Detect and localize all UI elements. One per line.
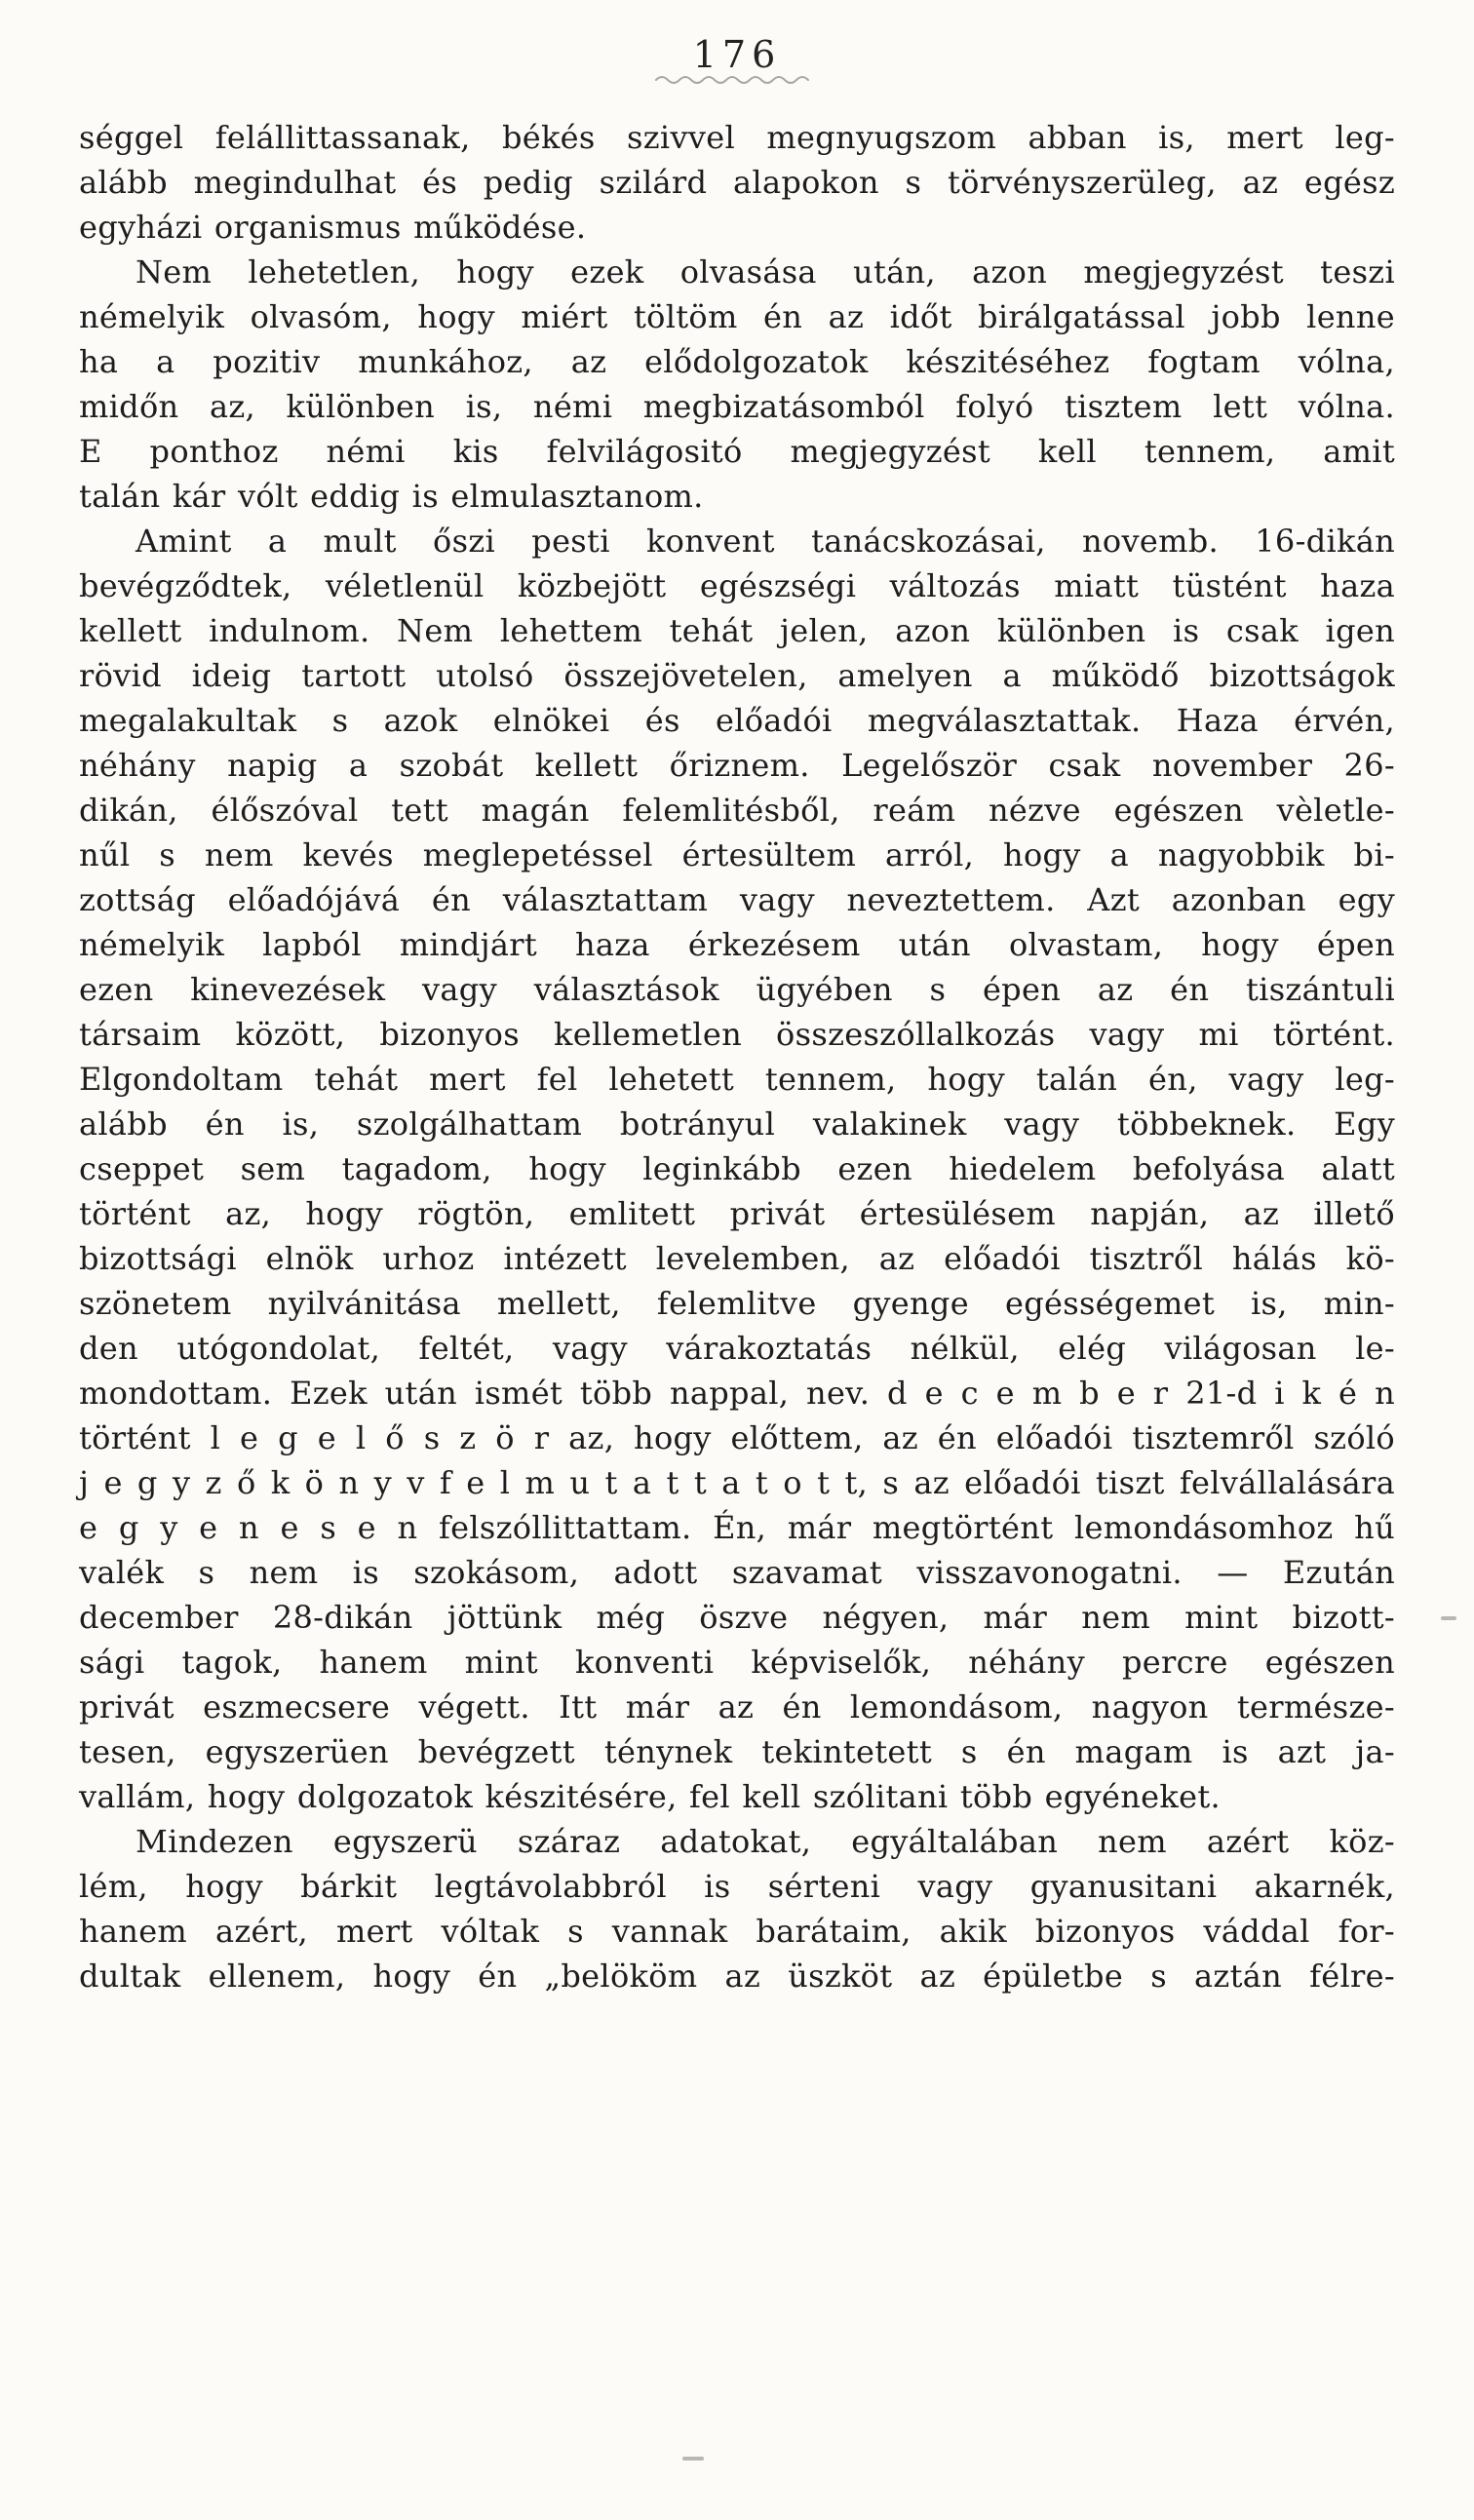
text-line: j e g y z ő k ö n y v f e l m u t a t t a t o t t, s az előadói tiszt felvállalására — [79, 1464, 1395, 1501]
text-line: dultak ellenem, hogy én „belököm az üszköt az épületbe s aztán félre- — [79, 1958, 1395, 1995]
text-line: séggel felállittassanak, békés szivvel megnyugszom abban is, mert leg- — [79, 119, 1395, 156]
page-header — [0, 33, 1474, 86]
text-line: bizottsági elnök urhoz intézett levelemben, az előadói tisztről hálás kö- — [79, 1240, 1395, 1277]
text-line: dikán, élőszóval tett magán felemlitésből, reám nézve egészen vèletle- — [79, 792, 1395, 829]
text-line: valék s nem is szokásom, adott szavamat visszavonogatni. — Ezután — [79, 1554, 1395, 1591]
text-line: zottság előadójává én választattam vagy neveztettem. Azt azonban egy — [79, 881, 1395, 918]
text-line: den utógondolat, feltét, vagy várakoztatás nélkül, elég világosan le- — [79, 1330, 1395, 1367]
text-line: cseppet sem tagadom, hogy leginkább ezen hiedelem befolyása alatt — [79, 1150, 1395, 1187]
text-line: szönetem nyilvánitása mellett, felemlitve gyenge egésségemet is, min- — [79, 1285, 1395, 1322]
text-line: privát eszmecsere végett. Itt már az én lemondásom, nagyon természe- — [79, 1688, 1395, 1725]
text-line: kellett indulnom. Nem lehettem tehát jelen, azon különben is csak igen — [79, 612, 1395, 649]
text-line: rövid ideig tartott utolsó összejövetelen, amelyen a működő bizottságok — [79, 657, 1395, 694]
text-line: alább megindulhat és pedig szilárd alapokon s törvényszerüleg, az egész — [79, 164, 1395, 201]
text-line: néhány napig a szobát kellett őriznem. Legelőször csak november 26- — [79, 747, 1395, 784]
text-line: mondottam. Ezek után ismét több nappal, nev. d e c e m b e r 21-d i k é n — [79, 1375, 1395, 1412]
scan-artifact-bottom-mark — [682, 2457, 704, 2461]
text-line: nűl s nem kevés meglepetéssel értesültem arról, hogy a nagyobbik bi- — [79, 836, 1395, 873]
text-line: e g y e n e s e n felszóllittattam. Én, már megtörtént lemondásomhoz hű — [79, 1509, 1395, 1546]
text-line: bevégződtek, véletlenül közbejött egészségi változás miatt tüstént haza — [79, 567, 1395, 604]
text-line: történt l e g e l ő s z ö r az, hogy előttem, az én előadói tisztemről szóló — [79, 1419, 1395, 1456]
text-line: E ponthoz némi kis felvilágositó megjegyzést kell tennem, amit — [79, 433, 1395, 470]
text-line: tesen, egyszerüen bevégzett ténynek tekintetett s én magam is azt ja- — [79, 1733, 1395, 1770]
text-line: némelyik lapból mindjárt haza érkezésem után olvastam, hogy épen — [79, 926, 1395, 963]
text-line: társaim között, bizonyos kellemetlen összeszóllalkozás vagy mi történt. — [79, 1016, 1395, 1053]
text-line: hanem azért, mert vóltak s vannak barátaim, akik bizonyos váddal for- — [79, 1913, 1395, 1950]
text-line: talán kár vólt eddig is elmulasztanom. — [79, 478, 704, 515]
text-line: megalakultak s azok elnökei és előadói megválasztattak. Haza érvén, — [79, 702, 1395, 739]
text-block — [79, 115, 1395, 1998]
text-line: sági tagok, hanem mint konventi képviselők, néhány percre egészen — [79, 1644, 1395, 1681]
text-line: vallám, hogy dolgozatok készitésére, fel kell szólitani több egyéneket. — [79, 1778, 1221, 1815]
page-number: 176 — [692, 33, 782, 76]
text-line: Mindezen egyszerü száraz adatokat, egyáltalában nem azért köz- — [136, 1823, 1395, 1860]
text-line: Amint a mult őszi pesti konvent tanácskozásai, novemb. 16-dikán — [136, 523, 1395, 560]
text-line: némelyik olvasóm, hogy miért töltöm én az időt birálgatással jobb lenne — [79, 298, 1395, 335]
text-line: ezen kinevezések vagy választások ügyében s épen az én tiszántuli — [79, 971, 1395, 1008]
scan-artifact-right-tick — [1441, 1616, 1456, 1620]
text-line: midőn az, különben is, némi megbizatásomból folyó tisztem lett vólna. — [79, 388, 1395, 425]
text-line: lém, hogy bárkit legtávolabbról is sérteni vagy gyanusitani akarnék, — [79, 1868, 1395, 1905]
text-line: december 28-dikán jöttünk még öszve négyen, már nem mint bizott- — [79, 1599, 1395, 1636]
text-line: alább én is, szolgálhattam botrányul valakinek vagy többeknek. Egy — [79, 1105, 1395, 1143]
text-line: történt az, hogy rögtön, emlitett privát értesülésem napján, az illető — [79, 1195, 1395, 1232]
text-line: Elgondoltam tehát mert fel lehetett tennem, hogy talán én, vagy leg- — [79, 1061, 1395, 1098]
text-line: Nem lehetetlen, hogy ezek olvasása után, azon megjegyzést teszi — [136, 253, 1395, 291]
text-line: ha a pozitiv munkához, az elődolgozatok készitéséhez fogtam vólna, — [79, 343, 1395, 380]
text-line: egyházi organismus működése. — [79, 209, 587, 246]
